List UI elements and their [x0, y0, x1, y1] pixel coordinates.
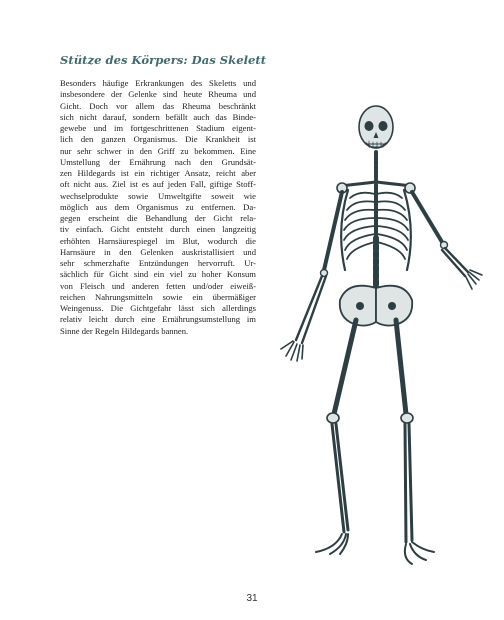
- body-line: wechselprodukte sowie Umweltgifte soweit wie: [60, 190, 256, 201]
- pelvis: [340, 286, 412, 326]
- left-leg: [396, 320, 434, 564]
- body-line: zen Hildegards ist ein richtiger Ansatz, reicht aber: [60, 168, 256, 178]
- section-heading: Stütze des Körpers: Das Skelett: [60, 53, 267, 67]
- body-line: von Fleisch und anderen fetten und/oder eiweiß-: [60, 280, 256, 291]
- body-line: gewebe und im fortgeschrittenen Stadium eigent-: [60, 123, 256, 133]
- body-line: Sinne der Regeln Hildegards bannen.: [60, 325, 189, 336]
- body-line: lich den ganzen Organismus. Die Krankheit ist: [60, 134, 256, 145]
- skeleton-illustration: [236, 92, 486, 602]
- body-line: Harnsäure in den Gelenken auskristallisiert und: [60, 246, 256, 257]
- right-leg: [316, 320, 356, 554]
- body-line: sich nicht darauf, sondern befällt auch das Binde-: [60, 111, 256, 122]
- right-arm: [281, 183, 347, 361]
- body-line: tiv einfach. Gicht entsteht durch einen langzeitig: [60, 224, 256, 235]
- body-line: möglich aus dem Organismus zu entfernen. Da-: [60, 201, 256, 212]
- body-line: erhöhten Harnsäurespiegel im Blut, wodurch die: [60, 235, 256, 246]
- body-line: reichen Nahrungsmitteln sowie ein übermäßiger: [60, 291, 256, 302]
- left-arm: [405, 183, 482, 289]
- body-line: Gicht. Doch vor allem das Rheuma beschränkt: [60, 100, 256, 111]
- skull: [359, 106, 393, 148]
- body-line: Besonders häufige Erkrankungen des Skeletts und: [60, 78, 256, 88]
- body-line: insbesondere der Gelenke sind heute Rheuma und: [60, 89, 256, 100]
- body-line: gegen erscheint die Behandlung der Gicht rela-: [60, 213, 256, 223]
- page-number: 31: [246, 593, 258, 604]
- body-line: oft nicht aus. Ziel ist es auf jeden Fall, giftige Stoff-: [60, 179, 256, 190]
- body-line: nur sehr schwer in den Griff zu bekommen. Eine: [60, 145, 256, 156]
- body-line: Weingenuss. Die Gichtgefahr lässt sich allerdings: [60, 303, 256, 313]
- body-line: sächlich für Gicht sind ein viel zu hoher Konsum: [60, 269, 256, 280]
- body-line: Umstellung der Ernährung nach den Grundsät-: [60, 156, 256, 167]
- body-paragraph: [60, 78, 256, 337]
- body-line: sehr schmerzhafte Entzündungen hervorruft. Ur-: [60, 258, 256, 268]
- body-line: relativ leicht durch eine Ernährungsumstellung im: [60, 314, 256, 325]
